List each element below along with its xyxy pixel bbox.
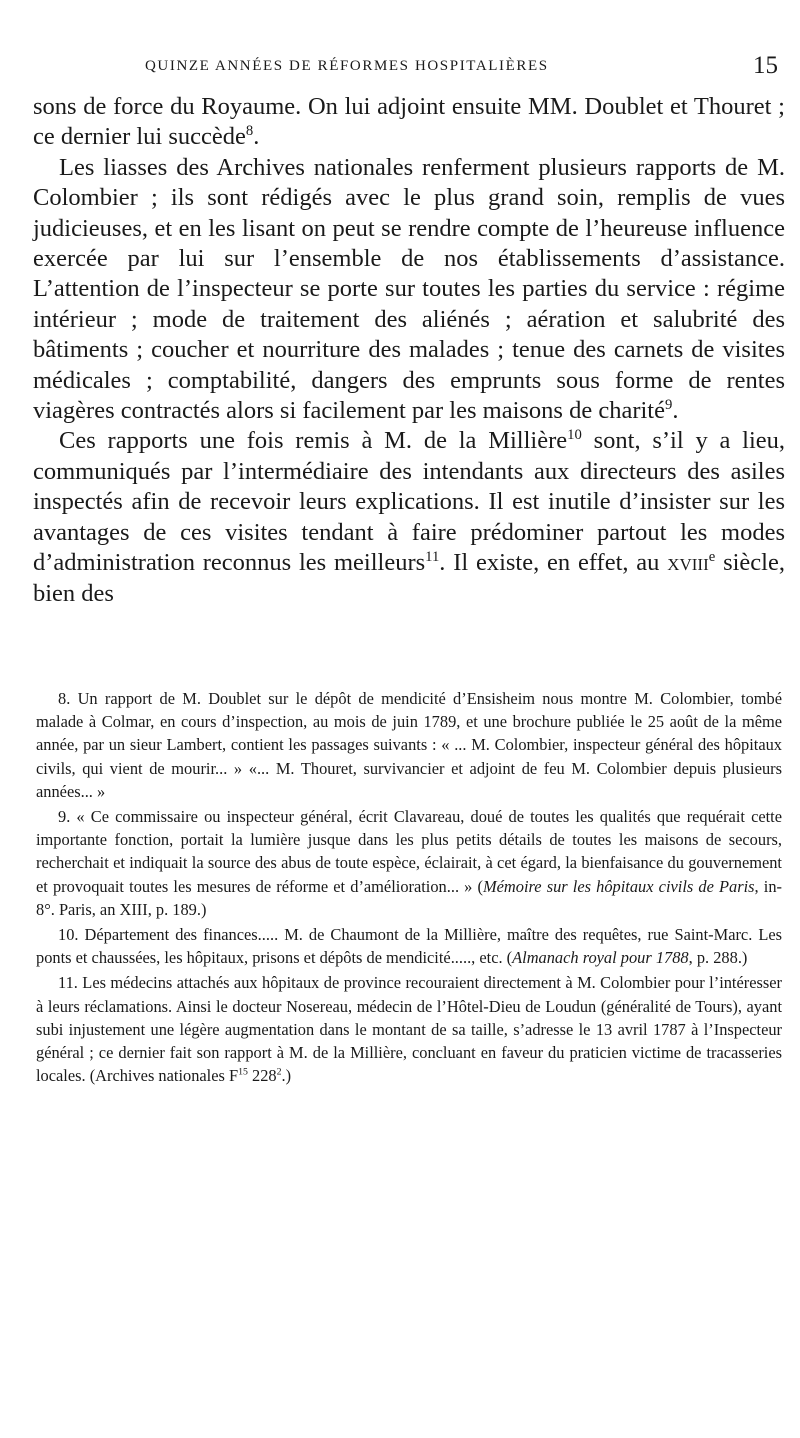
footnote-11-carton-sup: 2: [276, 1066, 282, 1078]
paragraph-2-end: .: [672, 397, 679, 425]
paragraph-3-text-b: sont, s’il y a lieu, communiqués par l’intermédiaire des intendants aux directeurs des asiles inspectés afin de recevoir leurs explications. Il est inutile d’insister sur les avantages de ces visites tendant à faire prédominer partout les modes d’administration reconnus les meilleurs: [33, 427, 785, 577]
footnote-8: 8. Un rapport de M. Doublet sur le dépôt de mendicité d’Ensisheim nous montre M. Colombier, tombé malade à Colmar, en cours d’inspection, au mois de juin 1789, et une brochure publiée le 25 août de la même année, par un sieur Lambert, contient les passages suivants : « ... M. Colombier, inspecteur général des hôpitaux civils, qui vient de mourir... » «... M. Thouret, survivancier et adjoint de feu M. Colombier depuis plusieurs années... »: [36, 689, 782, 801]
footnote-ref-9: 9: [664, 396, 673, 413]
body-text: [33, 92, 785, 609]
footnote-9-text: 9. « Ce commissaire ou inspecteur général, écrit Clavareau, doué de toutes les qualités que requérait cette importante fonction, portait la lumière jusque dans les plus petits détails de toutes les maisons de secours, recherchait et indiquait la source des abus de toute espèce, éclairait, à cet égard, la bienfaisance du gouvernement et provoquait toutes les mesures de réforme et d’amélioration... » (: [36, 807, 782, 896]
paragraph-3-text-a: Ces rapports une fois remis à M. de la Millière: [59, 427, 568, 455]
footnote-9-end: , in-8°. Paris, an XIII, p. 189.): [36, 876, 782, 919]
footnote-11-end: .): [281, 1066, 292, 1086]
footnote-11-carton: 228: [247, 1066, 277, 1086]
footnote-11-text: 11. Les médecins attachés aux hôpitaux de province recouraient directement à M. Colombier pour l’intéresser à leurs réclamations. Ainsi le docteur Nosereau, médecin de l’Hôtel-Dieu de Loudun (généralité de Tours), ayant subi injustement une légère augmentation dans le montant de sa taille, s’adresse le 13 avril 1787 à l’Inspecteur général ; ce dernier fait son rapport à M. de la Millière, concluant en faveur du praticien victime de tracasseries locales. (Archives nationales F: [36, 973, 782, 1086]
footnote-10-end: , p. 288.): [688, 948, 748, 968]
paragraph-1-end: .: [253, 123, 260, 151]
paragraph-3-text-c: . Il existe, en effet, au: [439, 549, 668, 577]
century-suffix: e: [708, 548, 716, 565]
footnote-ref-11: 11: [425, 548, 440, 565]
footnotes: [36, 687, 782, 1089]
running-title: QUINZE ANNÉES DE RÉFORMES HOSPITALIÈRES: [145, 58, 549, 74]
running-head: [0, 52, 800, 82]
footnote-9-title: Mémoire sur les hôpitaux civils de Paris: [483, 876, 755, 896]
footnote-ref-10: 10: [567, 427, 582, 444]
page-number: 15: [753, 52, 778, 79]
paragraph-1-text: sons de force du Royaume. On lui adjoint ensuite MM. Doublet et Thouret ; ce dernier lui succède: [33, 93, 785, 151]
footnote-9: [36, 805, 782, 921]
footnote-11: [36, 971, 782, 1087]
paragraph-2: [33, 153, 785, 427]
footnote-10-title: Almanach royal pour 1788: [512, 948, 689, 968]
footnote-10: [36, 923, 782, 969]
paragraph-2-text: Les liasses des Archives nationales renferment plusieurs rapports de M. Colombier ; ils sont rédigés avec le plus grand soin, remplis de vues judicieuses, et en les lisant on peut se rendre compte de l’heureuse influence exercée par lui sur l’ensemble de nos établissements d’assistance. L’attention de l’inspecteur se porte sur toutes les parties du service : régime intérieur ; mode de traitement des aliénés ; aération et salubrité des bâtiments ; coucher et nourriture des malades ; tenue des carnets de visites médicales ; comptabilité, dangers des emprunts sous forme de rentes viagères contractés alors si facilement par les maisons de charité: [33, 153, 785, 425]
footnote-10-text: 10. Département des finances..... M. de Chaumont de la Millière, maître des requêtes, rue Saint-Marc. Les ponts et chaussées, les hôpitaux, prisons et dépôts de mendicité....., etc. (: [36, 925, 782, 968]
footnote-11-series-sup: 15: [238, 1066, 248, 1078]
paragraph-1: [33, 92, 785, 153]
paragraph-3: [33, 426, 785, 608]
footnote-ref-8: 8: [245, 123, 254, 140]
paragraph-3-text-d: siècle, bien des: [33, 549, 785, 607]
century-numeral: xviii: [667, 549, 709, 577]
